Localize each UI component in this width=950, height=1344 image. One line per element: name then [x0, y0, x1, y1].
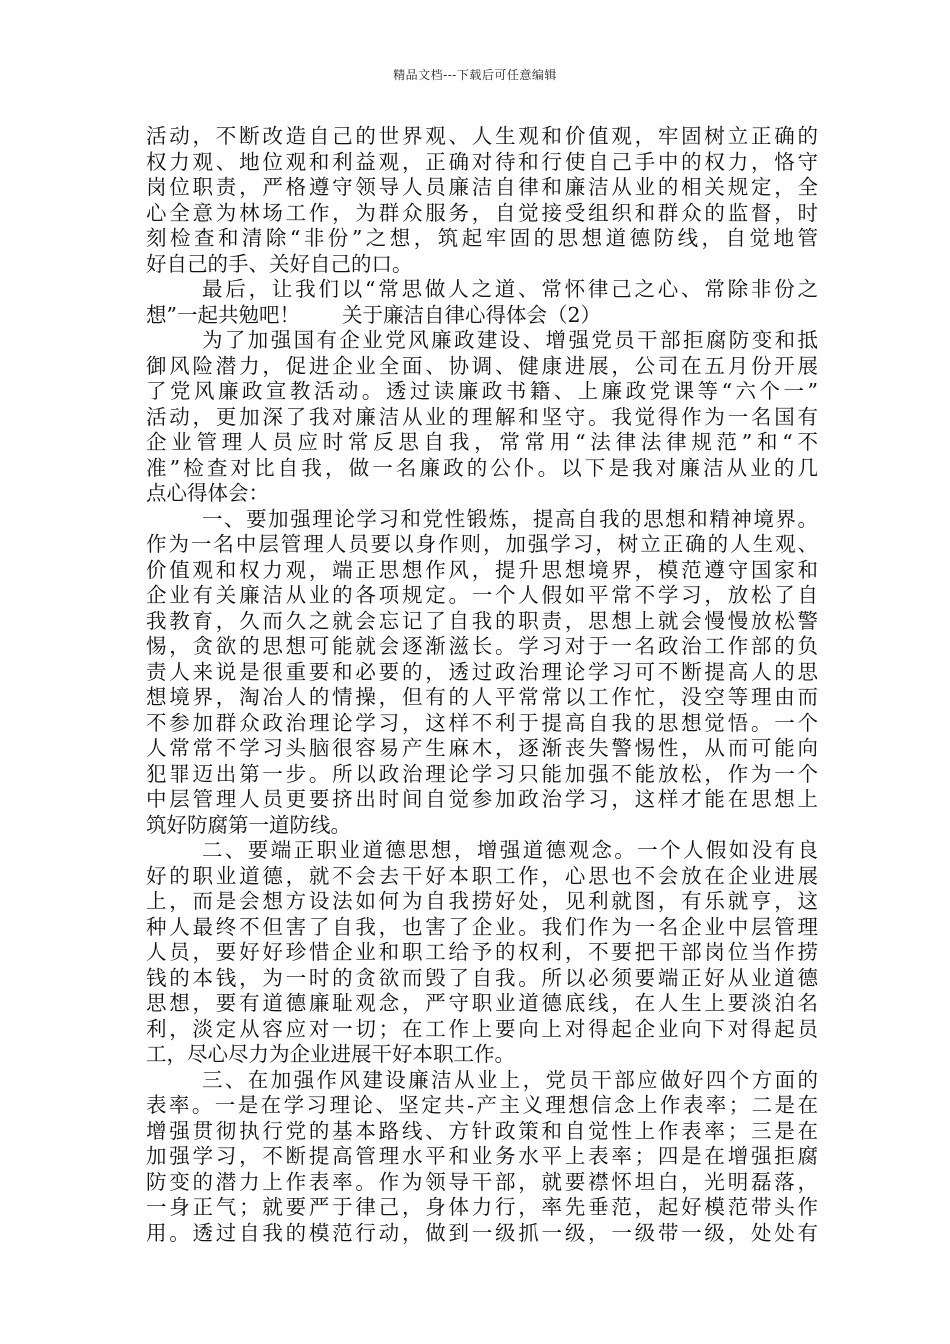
- text-line: 为了加强国有企业党风廉政建设、增强党员干部拒腐防变和抵: [202, 328, 818, 352]
- text-line: 权力观、地位观和利益观，正确对待和行使自己手中的权力，恪守: [146, 149, 818, 174]
- text-line: 防变的潜力上作表率。作为领导干部，就要襟怀坦白，光明磊落，: [146, 1169, 818, 1194]
- text-line: 不参加群众政治理论学习，这样不利于提高自我的思想觉悟。一个: [146, 710, 818, 735]
- text-line: 心全意为林场工作，为群众服务，自觉接受组织和群众的监督，时: [146, 200, 818, 225]
- text-line: 价值观和权力观，端正思想作风，提升思想境界，模范遵守国家和: [146, 557, 818, 582]
- text-line: 准”检查对比自我，做一名廉政的公仆。以下是我对廉洁从业的几: [146, 455, 818, 480]
- text-line: 想境界，淘冶人的情操，但有的人平常常以工作忙，没空等理由而: [146, 685, 818, 709]
- text-line: 中层管理人员更要挤出时间自觉参加政治学习，这样才能在思想上: [146, 787, 818, 811]
- text-line: 作为一名中层管理人员要以身作则，加强学习，树立正确的人生观、: [146, 532, 818, 556]
- text-line: 最后，让我们以“常思做人之道、常怀律己之心、常除非份之: [202, 277, 818, 301]
- document-body: [146, 124, 818, 1246]
- text-line: 表率。一是在学习理论、坚定共-产主义理想信念上作表率；二是在: [146, 1093, 818, 1117]
- text-line: 岗位职责，严格遵守领导人员廉洁自律和廉洁从业的相关规定，全: [146, 175, 818, 199]
- text-line: 好自己的手、关好自己的口。: [146, 251, 413, 276]
- text-line-with-heading: [146, 303, 818, 329]
- text-line: 刻检查和清除“非份”之想，筑起牢固的思想道德防线，自觉地管: [146, 226, 818, 250]
- text-line: 我教育，久而久之就会忘记了自我的职责，思想上就会慢慢放松警: [146, 608, 818, 633]
- text-line: 工，尽心尽力为企业进展干好本职工作。: [146, 1042, 515, 1066]
- text-line: 用。透过自我的模范行动，做到一级抓一级，一级带一级，处处有: [146, 1220, 818, 1245]
- text-line: 上，而是会想方设法如何为自我捞好处，见利就图，有乐就亨，这: [146, 889, 818, 913]
- text-line: 筑好防腐第一道防线。: [146, 812, 351, 837]
- text-line: 御风险潜力，促进企业全面、协调、健康进展，公司在五月份开展: [146, 353, 818, 378]
- section-heading: 关于廉洁自律心得体会（2）: [341, 302, 602, 327]
- text-line: 责人来说是很重要和必要的，透过政治理论学习可不断提高人的思: [146, 659, 818, 684]
- text-line: 三、在加强作风建设廉洁从业上，党员干部应做好四个方面的: [202, 1067, 818, 1092]
- text-line: 二、要端正职业道德思想，增强道德观念。一个人假如没有良: [202, 838, 818, 862]
- text-line: 人常常不学习头脑很容易产生麻木，逐渐丧失警惕性，从而可能向: [146, 736, 818, 760]
- text-line: 种人最终不但害了自我，也害了企业。我们作为一名企业中层管理: [146, 914, 818, 939]
- text-line: 增强贯彻执行党的基本路线、方针政策和自觉性上作表率；三是在: [146, 1118, 818, 1143]
- text-line: 利，淡定从容应对一切；在工作上要向上对得起企业向下对得起员: [146, 1016, 818, 1041]
- text-line: 一、要加强理论学习和党性锻炼，提高自我的思想和精神境界。: [202, 506, 818, 531]
- text-line: 人员，要好好珍惜企业和职工给予的权利，不要把干部岗位当作捞: [146, 940, 818, 964]
- text-line: 点心得体会：: [146, 481, 269, 505]
- page-header: 精品文档---下载后可任意编辑: [393, 68, 557, 82]
- text-line: 企业管理人员应时常反思自我，常常用“法律法律规范”和“不: [146, 430, 818, 454]
- text-line: 活动，更加深了我对廉洁从业的理解和坚守。我觉得作为一名国有: [146, 404, 818, 429]
- text-line: 企业有关廉洁从业的各项规定。一个人假如平常不学习，放松了自: [146, 583, 818, 607]
- text-line: 一身正气；就要严于律己，身体力行，率先垂范，起好模范带头作: [146, 1195, 818, 1219]
- text-line: 钱的本钱，为一时的贪欲而毁了自我。所以必须要端正好从业道德: [146, 965, 818, 990]
- text-segment: 想”一起共勉吧！: [146, 302, 300, 327]
- text-line: 加强学习，不断提高管理水平和业务水平上表率；四是在增强拒腐: [146, 1144, 818, 1168]
- text-line: 思想，要有道德廉耻观念，严守职业道德底线，在人生上要淡泊名: [146, 991, 818, 1015]
- text-line: 活动，不断改造自己的世界观、人生观和价值观，牢固树立正确的: [146, 124, 818, 148]
- text-line: 好的职业道德，就不会去干好本职工作，心思也不会放在企业进展: [146, 863, 818, 888]
- text-line: 惕，贪欲的思想可能就会逐渐滋长。学习对于一名政治工作部的负: [146, 634, 818, 658]
- text-line: 了党风廉政宣教活动。透过读廉政书籍、上廉政党课等“六个一”: [146, 379, 818, 403]
- text-line: 犯罪迈出第一步。所以政治理论学习只能加强不能放松，作为一个: [146, 761, 818, 786]
